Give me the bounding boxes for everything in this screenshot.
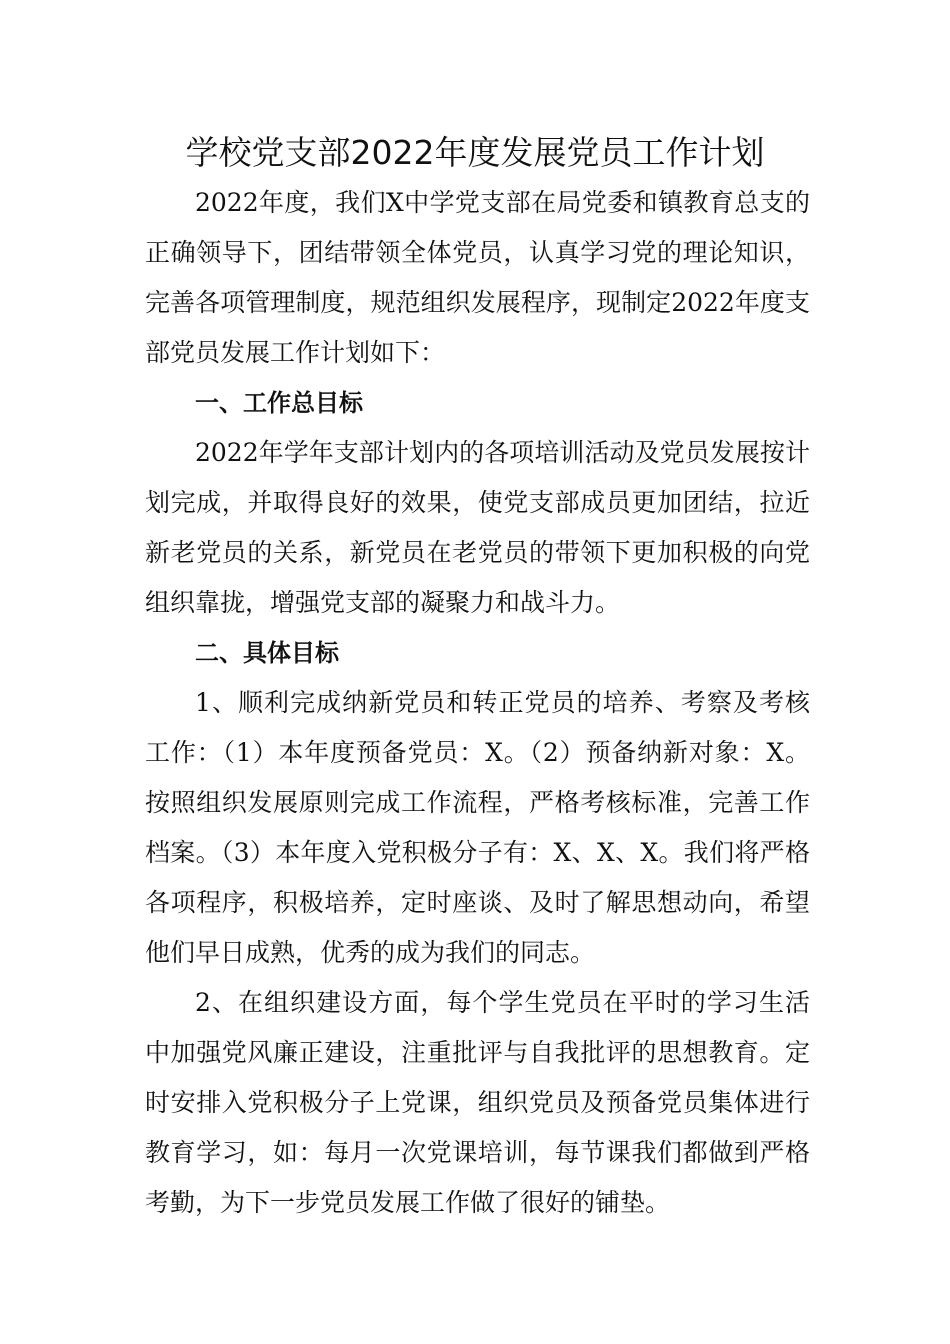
overall-goal-paragraph: 2022年学年支部计划内的各项培训活动及党员发展按计划完成，并取得良好的效果，使党支部成员更加团结，拉近新老党员的关系，新党员在老党员的带领下更加积极的向党组织靠拢，增强党支部的凝聚力和战斗力。 [145, 438, 810, 617]
specific-goal-item-2: 2、在组织建设方面，每个学生党员在平时的学习生活中加强党风廉正建设，注重批评与自我批评的思想教育。定时安排入党积极分子上党课，组织党员及预备党员集体进行教育学习，如：每月一次党课培训，每节课我们都做到严格考勤，为下一步党员发展工作做了很好的铺垫。 [145, 988, 810, 1217]
specific-goal-item-1: 1、顺利完成纳新党员和转正党员的培养、考察及考核工作：（1）本年度预备党员：X。（2）预备纳新对象：X。按照组织发展原则完成工作流程，严格考核标准，完善工作档案。（3）本年度入党积极分子有：X、X、X。我们将严格各项程序，积极培养，定时座谈、及时了解思想动向，希望他们早日成熟，优秀的成为我们的同志。 [145, 688, 810, 967]
section-heading-overall-goal: 一、工作总目标 [195, 389, 363, 417]
intro-paragraph: 2022年度，我们X中学党支部在局党委和镇教育总支的正确领导下，团结带领全体党员，认真学习党的理论知识，完善各项管理制度，规范组织发展程序，现制定2022年度支部党员发展工作计划如下： [145, 188, 810, 367]
document-body [145, 178, 810, 1228]
section-heading-specific-goals: 二、具体目标 [195, 639, 339, 667]
document-title: 学校党支部2022年度发展党员工作计划 [185, 133, 765, 172]
